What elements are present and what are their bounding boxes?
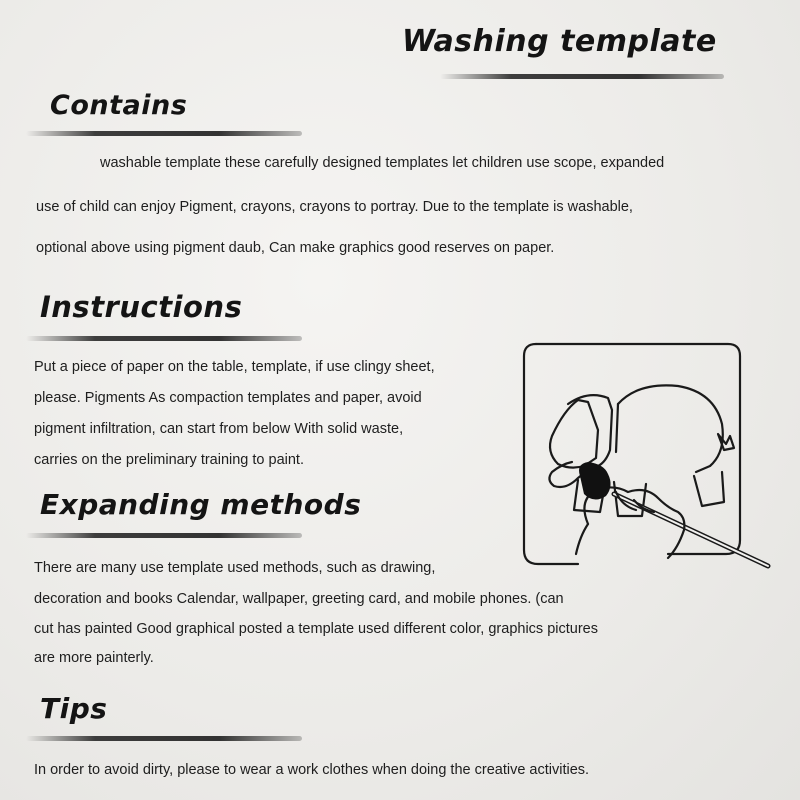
instructions-line-2: please. Pigments As compaction templates and paper, avoid — [34, 390, 422, 406]
instructions-underline — [26, 336, 302, 341]
expanding-underline — [26, 533, 302, 538]
contains-underline — [26, 131, 302, 136]
tips-heading: Tips — [40, 692, 108, 725]
title-underline — [440, 74, 724, 79]
instructions-heading: Instructions — [40, 290, 243, 324]
expanding-line-1: There are many use template used methods, such as drawing, — [34, 560, 436, 576]
tips-underline — [26, 736, 302, 741]
expanding-line-3: cut has painted Good graphical posted a template used different color, graphics pictures — [34, 621, 598, 637]
expanding-line-2: decoration and books Calendar, wallpaper, greeting card, and mobile phones. (can — [34, 591, 564, 607]
contains-line-3: optional above using pigment daub, Can make graphics good reserves on paper. — [36, 240, 555, 256]
expanding-heading: Expanding methods — [40, 488, 362, 521]
expanding-line-4: are more painterly. — [34, 650, 154, 666]
page-title: Washing template — [402, 24, 717, 59]
instructions-line-3: pigment infiltration, can start from below With solid waste, — [34, 421, 404, 437]
contains-line-1: washable template these carefully designed templates let children use scope, expanded — [100, 155, 665, 171]
elephant-stencil-painting-icon — [518, 340, 778, 580]
tips-line-1: In order to avoid dirty, please to wear a work clothes when doing the creative activities. — [34, 762, 590, 778]
instructions-line-1: Put a piece of paper on the table, template, if use clingy sheet, — [34, 359, 435, 375]
instructions-line-4: carries on the preliminary training to paint. — [34, 452, 304, 468]
contains-line-2: use of child can enjoy Pigment, crayons, crayons to portray. Due to the template is washable, — [36, 199, 633, 215]
contains-heading: Contains — [50, 90, 188, 121]
